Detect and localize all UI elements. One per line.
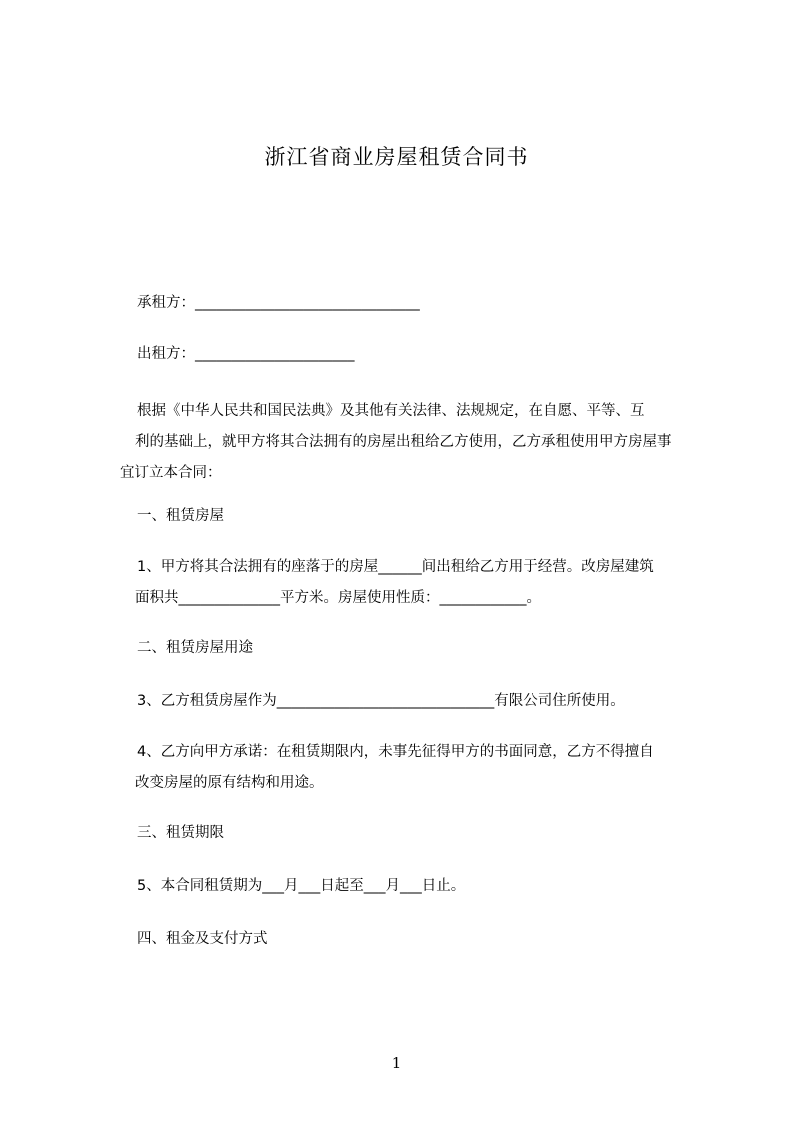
section-heading-1: 一、租赁房屋 <box>137 508 224 524</box>
page-number: 1 <box>391 1054 402 1072</box>
preamble-paragraph <box>120 396 672 489</box>
section-heading-2: 二、租赁房屋用途 <box>137 640 253 656</box>
lessor-line: 出租方：______________________ <box>137 346 355 362</box>
clause-3: 3、乙方租赁房屋作为______________________________有限公司住所使用。 <box>137 693 625 709</box>
clause-line: 面积共______________平方米。房屋使用性质：____________。 <box>135 590 541 606</box>
section-heading-3: 三、租赁期限 <box>137 825 224 841</box>
clause-5: 5、本合同租赁期为___月___日起至___月___日止。 <box>137 878 466 894</box>
section-heading-4: 四、租金及支付方式 <box>137 931 268 947</box>
preamble-line: 根据《中华人民共和国民法典》及其他有关法律、法规规定，在自愿、平等、互 <box>137 403 645 419</box>
clause-1-paragraph <box>137 552 654 614</box>
clause-line: 1、甲方将其合法拥有的座落于的房屋______间出租给乙方用于经营。改房屋建筑 <box>137 559 654 575</box>
clause-line: 4、乙方向甲方承诺：在租赁期限内，未事先征得甲方的书面同意，乙方不得擅自 <box>137 744 654 760</box>
lessee-line: 承租方：_______________________________ <box>137 295 420 311</box>
preamble-line: 宜订立本合同： <box>120 465 222 481</box>
document-title: 浙江省商业房屋租赁合同书 <box>264 145 529 169</box>
preamble-line: 利的基础上，就甲方将其合法拥有的房屋出租给乙方使用，乙方承租使用甲方房屋事 <box>135 434 672 450</box>
clause-line: 改变房屋的原有结构和用途。 <box>135 775 324 791</box>
clause-4-paragraph <box>137 737 654 799</box>
